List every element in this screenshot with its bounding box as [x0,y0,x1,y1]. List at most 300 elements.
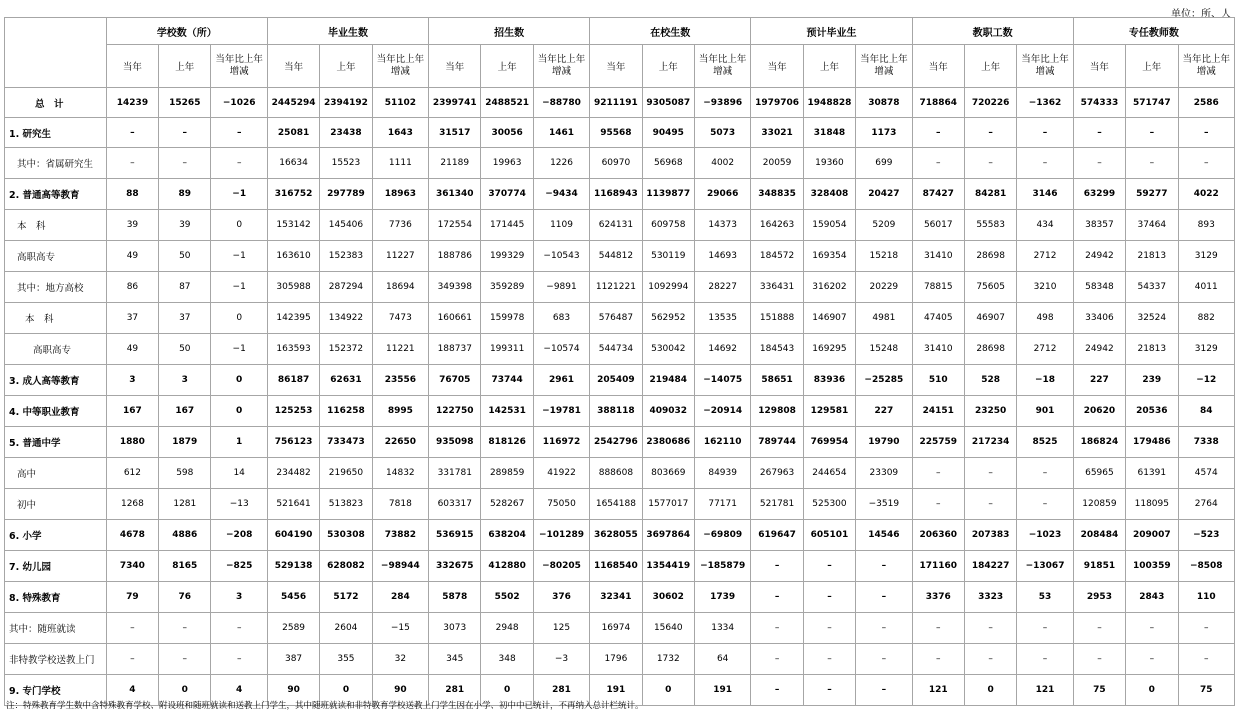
data-cell: 179486 [1126,427,1178,458]
data-cell: 0 [642,675,694,706]
data-cell: – [751,644,803,675]
data-cell: 20536 [1126,396,1178,427]
data-cell: 412880 [481,551,533,582]
data-cell: 73744 [481,365,533,396]
data-cell: – [1073,118,1125,148]
data-cell: 336431 [751,272,803,303]
header-corner [5,18,107,88]
data-cell: – [1126,644,1178,675]
data-cell: 387 [267,644,319,675]
data-cell: 528267 [481,489,533,520]
sub-header: 当年比上年增减 [1017,45,1073,88]
table-row [5,88,1235,118]
data-cell: 159054 [803,210,855,241]
data-cell: 86187 [267,365,319,396]
data-cell: 3073 [429,613,481,644]
data-cell: 51102 [372,88,428,118]
data-cell: 49 [106,334,158,365]
data-cell: 152383 [320,241,372,272]
data-cell: – [211,148,267,179]
data-cell: 388118 [590,396,642,427]
sub-header: 上年 [803,45,855,88]
data-cell: 609758 [642,210,694,241]
data-cell: 184227 [964,551,1016,582]
data-cell: −1 [211,179,267,210]
data-cell: 1577017 [642,489,694,520]
data-cell: 186824 [1073,427,1125,458]
group-header: 学校数（所） [106,18,267,45]
data-cell: 31410 [912,334,964,365]
data-cell: 1732 [642,644,694,675]
data-cell: 3628055 [590,520,642,551]
data-cell: 2488521 [481,88,533,118]
data-cell: 37 [106,303,158,334]
data-cell: 2604 [320,613,372,644]
data-cell: – [159,613,211,644]
sub-header: 当年比上年增减 [1178,45,1235,88]
data-cell: −10574 [533,334,589,365]
data-cell: 1654188 [590,489,642,520]
data-cell: 95568 [590,118,642,148]
data-cell: −12 [1178,365,1235,396]
row-label: 6. 小学 [5,520,107,551]
data-cell: 361340 [429,179,481,210]
data-cell: 15523 [320,148,372,179]
data-cell: 756123 [267,427,319,458]
data-cell: 129581 [803,396,855,427]
data-cell: 7473 [372,303,428,334]
data-cell: −1 [211,272,267,303]
data-cell: 207383 [964,520,1016,551]
data-cell: – [803,675,855,706]
data-cell: 5456 [267,582,319,613]
sub-header: 上年 [642,45,694,88]
data-cell: 528 [964,365,1016,396]
data-cell: 5172 [320,582,372,613]
data-cell: −14075 [694,365,750,396]
data-cell: – [751,551,803,582]
data-cell: 89 [159,179,211,210]
data-cell: 348835 [751,179,803,210]
group-header: 预计毕业生 [751,18,912,45]
data-cell: 53 [1017,582,1073,613]
data-cell: 15265 [159,88,211,118]
data-cell: 19360 [803,148,855,179]
data-cell: 1268 [106,489,158,520]
data-cell: 7818 [372,489,428,520]
data-cell: 125 [533,613,589,644]
group-header: 教职工数 [912,18,1073,45]
row-label: 9. 专门学校 [5,675,107,706]
data-cell: 49 [106,241,158,272]
data-cell: 624131 [590,210,642,241]
data-cell: −88780 [533,88,589,118]
data-cell: 30602 [642,582,694,613]
table-row [5,148,1235,179]
data-cell: 1 [211,427,267,458]
data-cell: 18963 [372,179,428,210]
data-cell: 76 [159,582,211,613]
data-cell: 2542796 [590,427,642,458]
data-cell: −1 [211,334,267,365]
data-cell: 171160 [912,551,964,582]
data-cell: 24942 [1073,241,1125,272]
sub-header: 上年 [964,45,1016,88]
table-row [5,365,1235,396]
data-cell: 91851 [1073,551,1125,582]
data-cell: 348 [481,644,533,675]
data-cell: 14239 [106,88,158,118]
data-cell: −1362 [1017,88,1073,118]
data-cell: 30056 [481,118,533,148]
data-cell: 162110 [694,427,750,458]
data-cell: 73882 [372,520,428,551]
data-cell: 1121221 [590,272,642,303]
data-cell: 305988 [267,272,319,303]
row-label: 8. 特殊教育 [5,582,107,613]
data-cell: −15 [372,613,428,644]
data-cell: 289859 [481,458,533,489]
data-cell: 1168540 [590,551,642,582]
data-cell: 84939 [694,458,750,489]
data-cell: 3 [159,365,211,396]
data-cell: 3323 [964,582,1016,613]
data-cell: −185879 [694,551,750,582]
data-cell: 3129 [1178,241,1235,272]
data-cell: – [1126,118,1178,148]
data-cell: – [856,551,912,582]
sub-header: 上年 [1126,45,1178,88]
data-cell: 33406 [1073,303,1125,334]
data-cell: 0 [211,365,267,396]
data-cell: 56968 [642,148,694,179]
data-cell: 23438 [320,118,372,148]
data-cell: 1281 [159,489,211,520]
data-cell: 208484 [1073,520,1125,551]
data-cell: – [1073,613,1125,644]
data-cell: 4678 [106,520,158,551]
data-cell: 16634 [267,148,319,179]
data-cell: 28698 [964,334,1016,365]
data-cell: 355 [320,644,372,675]
data-cell: – [106,644,158,675]
data-cell: 15640 [642,613,694,644]
data-cell: 370774 [481,179,533,210]
table-row [5,210,1235,241]
data-cell: 1226 [533,148,589,179]
data-cell: – [1017,118,1073,148]
data-cell: 376 [533,582,589,613]
data-cell: 227 [856,396,912,427]
table-row [5,520,1235,551]
data-cell: 4 [106,675,158,706]
data-cell: 525300 [803,489,855,520]
data-cell: −1026 [211,88,267,118]
table-row [5,303,1235,334]
table-row [5,427,1235,458]
data-cell: 188737 [429,334,481,365]
data-cell: 19963 [481,148,533,179]
group-header: 招生数 [429,18,590,45]
table-row [5,644,1235,675]
data-cell: 116972 [533,427,589,458]
data-cell: – [1073,644,1125,675]
data-cell: −69809 [694,520,750,551]
data-cell: 184543 [751,334,803,365]
table-row [5,118,1235,148]
data-cell: 20620 [1073,396,1125,427]
data-cell: – [211,613,267,644]
data-cell: 2445294 [267,88,319,118]
data-cell: – [1178,613,1235,644]
statistics-table [4,17,1235,706]
data-cell: 32 [372,644,428,675]
data-cell: 90 [267,675,319,706]
data-cell: – [106,148,158,179]
data-cell: 188786 [429,241,481,272]
data-cell: 1796 [590,644,642,675]
data-cell: −93896 [694,88,750,118]
data-cell: 121 [912,675,964,706]
data-cell: −98944 [372,551,428,582]
sub-header: 上年 [481,45,533,88]
data-cell: 628082 [320,551,372,582]
data-cell: 118095 [1126,489,1178,520]
data-cell: 87 [159,272,211,303]
data-cell: 8525 [1017,427,1073,458]
sub-header: 当年 [590,45,642,88]
data-cell: 530308 [320,520,372,551]
data-cell: – [1017,489,1073,520]
data-cell: 8165 [159,551,211,582]
data-cell: 1168943 [590,179,642,210]
data-cell: – [1017,148,1073,179]
data-cell: 120859 [1073,489,1125,520]
data-cell: – [803,644,855,675]
data-cell: 297789 [320,179,372,210]
data-cell: 164263 [751,210,803,241]
data-cell: −8508 [1178,551,1235,582]
data-cell: – [1073,148,1125,179]
sub-header: 当年比上年增减 [372,45,428,88]
data-cell: – [912,458,964,489]
data-cell: 1739 [694,582,750,613]
data-cell: 163610 [267,241,319,272]
data-cell: 0 [211,396,267,427]
data-cell: 20229 [856,272,912,303]
data-cell: 331781 [429,458,481,489]
data-cell: 18694 [372,272,428,303]
data-cell: 4022 [1178,179,1235,210]
row-label: 5. 普通中学 [5,427,107,458]
row-label: 7. 幼儿园 [5,551,107,582]
data-cell: 64 [694,644,750,675]
data-cell: 7340 [106,551,158,582]
table-row [5,582,1235,613]
footnote: 注：特殊教育学生数中含特殊教育学校、附设班和随班就读和送教上门学生，其中随班就读和非特教育学校送教上门学生因在小学、初中中已统计，不再纳入总计栏统计。 [6,701,644,711]
data-cell: 1643 [372,118,428,148]
data-cell: 90495 [642,118,694,148]
table-row [5,272,1235,303]
data-cell: −9434 [533,179,589,210]
data-cell: 4 [211,675,267,706]
data-cell: 28227 [694,272,750,303]
data-cell: 23309 [856,458,912,489]
data-cell: 498 [1017,303,1073,334]
data-cell: 14546 [856,520,912,551]
data-cell: 209007 [1126,520,1178,551]
data-cell: 191 [590,675,642,706]
data-cell: 3210 [1017,272,1073,303]
data-cell: 11221 [372,334,428,365]
data-cell: 2394192 [320,88,372,118]
data-cell: 90 [372,675,428,706]
data-cell: 521641 [267,489,319,520]
data-cell: 31410 [912,241,964,272]
data-cell: 84281 [964,179,1016,210]
data-cell: 2843 [1126,582,1178,613]
data-cell: 0 [320,675,372,706]
row-label: 高职高专 [5,334,107,365]
data-cell: 888608 [590,458,642,489]
table-row [5,179,1235,210]
data-cell: 3 [211,582,267,613]
data-cell: 15248 [856,334,912,365]
data-cell: 28698 [964,241,1016,272]
data-cell: 77171 [694,489,750,520]
data-cell: 219650 [320,458,372,489]
data-cell: – [964,458,1016,489]
data-cell: 21189 [429,148,481,179]
data-cell: 882 [1178,303,1235,334]
data-cell: 2712 [1017,241,1073,272]
data-cell: – [211,118,267,148]
data-cell: −208 [211,520,267,551]
data-cell: 59277 [1126,179,1178,210]
data-cell: 50 [159,241,211,272]
data-cell: 29066 [694,179,750,210]
data-cell: 167 [159,396,211,427]
data-cell: 4002 [694,148,750,179]
data-cell: 699 [856,148,912,179]
data-cell: 76705 [429,365,481,396]
data-cell: −3 [533,644,589,675]
data-cell: 2953 [1073,582,1125,613]
data-cell: 32341 [590,582,642,613]
data-cell: 2712 [1017,334,1073,365]
data-cell: 1880 [106,427,158,458]
sub-header: 当年 [267,45,319,88]
data-cell: – [1178,148,1235,179]
data-cell: 3 [106,365,158,396]
data-cell: 46907 [964,303,1016,334]
data-cell: – [912,148,964,179]
data-cell: 152372 [320,334,372,365]
group-header: 专任教师数 [1073,18,1234,45]
data-cell: 39 [159,210,211,241]
data-cell: 544734 [590,334,642,365]
data-cell: 789744 [751,427,803,458]
data-cell: −3519 [856,489,912,520]
data-cell: 510 [912,365,964,396]
data-cell: 163593 [267,334,319,365]
data-cell: −10543 [533,241,589,272]
data-cell: 2399741 [429,88,481,118]
data-cell: 638204 [481,520,533,551]
row-label: 其中：地方高校 [5,272,107,303]
data-cell: 7736 [372,210,428,241]
data-cell: – [803,582,855,613]
data-cell: 3376 [912,582,964,613]
data-cell: 769954 [803,427,855,458]
data-cell: 2380686 [642,427,694,458]
unit-label: 单位：所、人 [1171,9,1231,20]
data-cell: 217234 [964,427,1016,458]
data-cell: 184572 [751,241,803,272]
data-cell: 935098 [429,427,481,458]
sub-header: 当年 [751,45,803,88]
data-cell: 0 [211,303,267,334]
data-cell: 901 [1017,396,1073,427]
data-cell: 30878 [856,88,912,118]
data-cell: – [1126,613,1178,644]
data-cell: 5073 [694,118,750,148]
data-cell: 328408 [803,179,855,210]
data-cell: 171445 [481,210,533,241]
data-cell: – [751,582,803,613]
sub-header: 当年比上年增减 [211,45,267,88]
data-cell: 576487 [590,303,642,334]
data-cell: −523 [1178,520,1235,551]
data-cell: 14692 [694,334,750,365]
data-cell: 530119 [642,241,694,272]
data-cell: 199329 [481,241,533,272]
row-label: 4. 中等职业教育 [5,396,107,427]
row-label: 初中 [5,489,107,520]
table-row [5,458,1235,489]
data-cell: 25081 [267,118,319,148]
data-cell: 50 [159,334,211,365]
data-cell: 169354 [803,241,855,272]
data-cell: 2961 [533,365,589,396]
data-cell: – [1017,458,1073,489]
data-cell: 56017 [912,210,964,241]
data-cell: 75 [1073,675,1125,706]
data-cell: −20914 [694,396,750,427]
data-cell: 359289 [481,272,533,303]
data-cell: 1879 [159,427,211,458]
data-cell: 75605 [964,272,1016,303]
data-cell: 122750 [429,396,481,427]
sub-header: 上年 [159,45,211,88]
data-cell: 206360 [912,520,964,551]
data-cell: 55583 [964,210,1016,241]
data-cell: 544812 [590,241,642,272]
data-cell: 1979706 [751,88,803,118]
data-cell: 37464 [1126,210,1178,241]
row-label: 其中：省属研究生 [5,148,107,179]
data-cell: 4886 [159,520,211,551]
data-cell: 287294 [320,272,372,303]
sub-header: 当年 [429,45,481,88]
data-cell: – [912,613,964,644]
data-cell: −101289 [533,520,589,551]
data-cell: 110 [1178,582,1235,613]
data-cell: −80205 [533,551,589,582]
data-cell: 38357 [1073,210,1125,241]
row-label: 高职高专 [5,241,107,272]
data-cell: 86 [106,272,158,303]
